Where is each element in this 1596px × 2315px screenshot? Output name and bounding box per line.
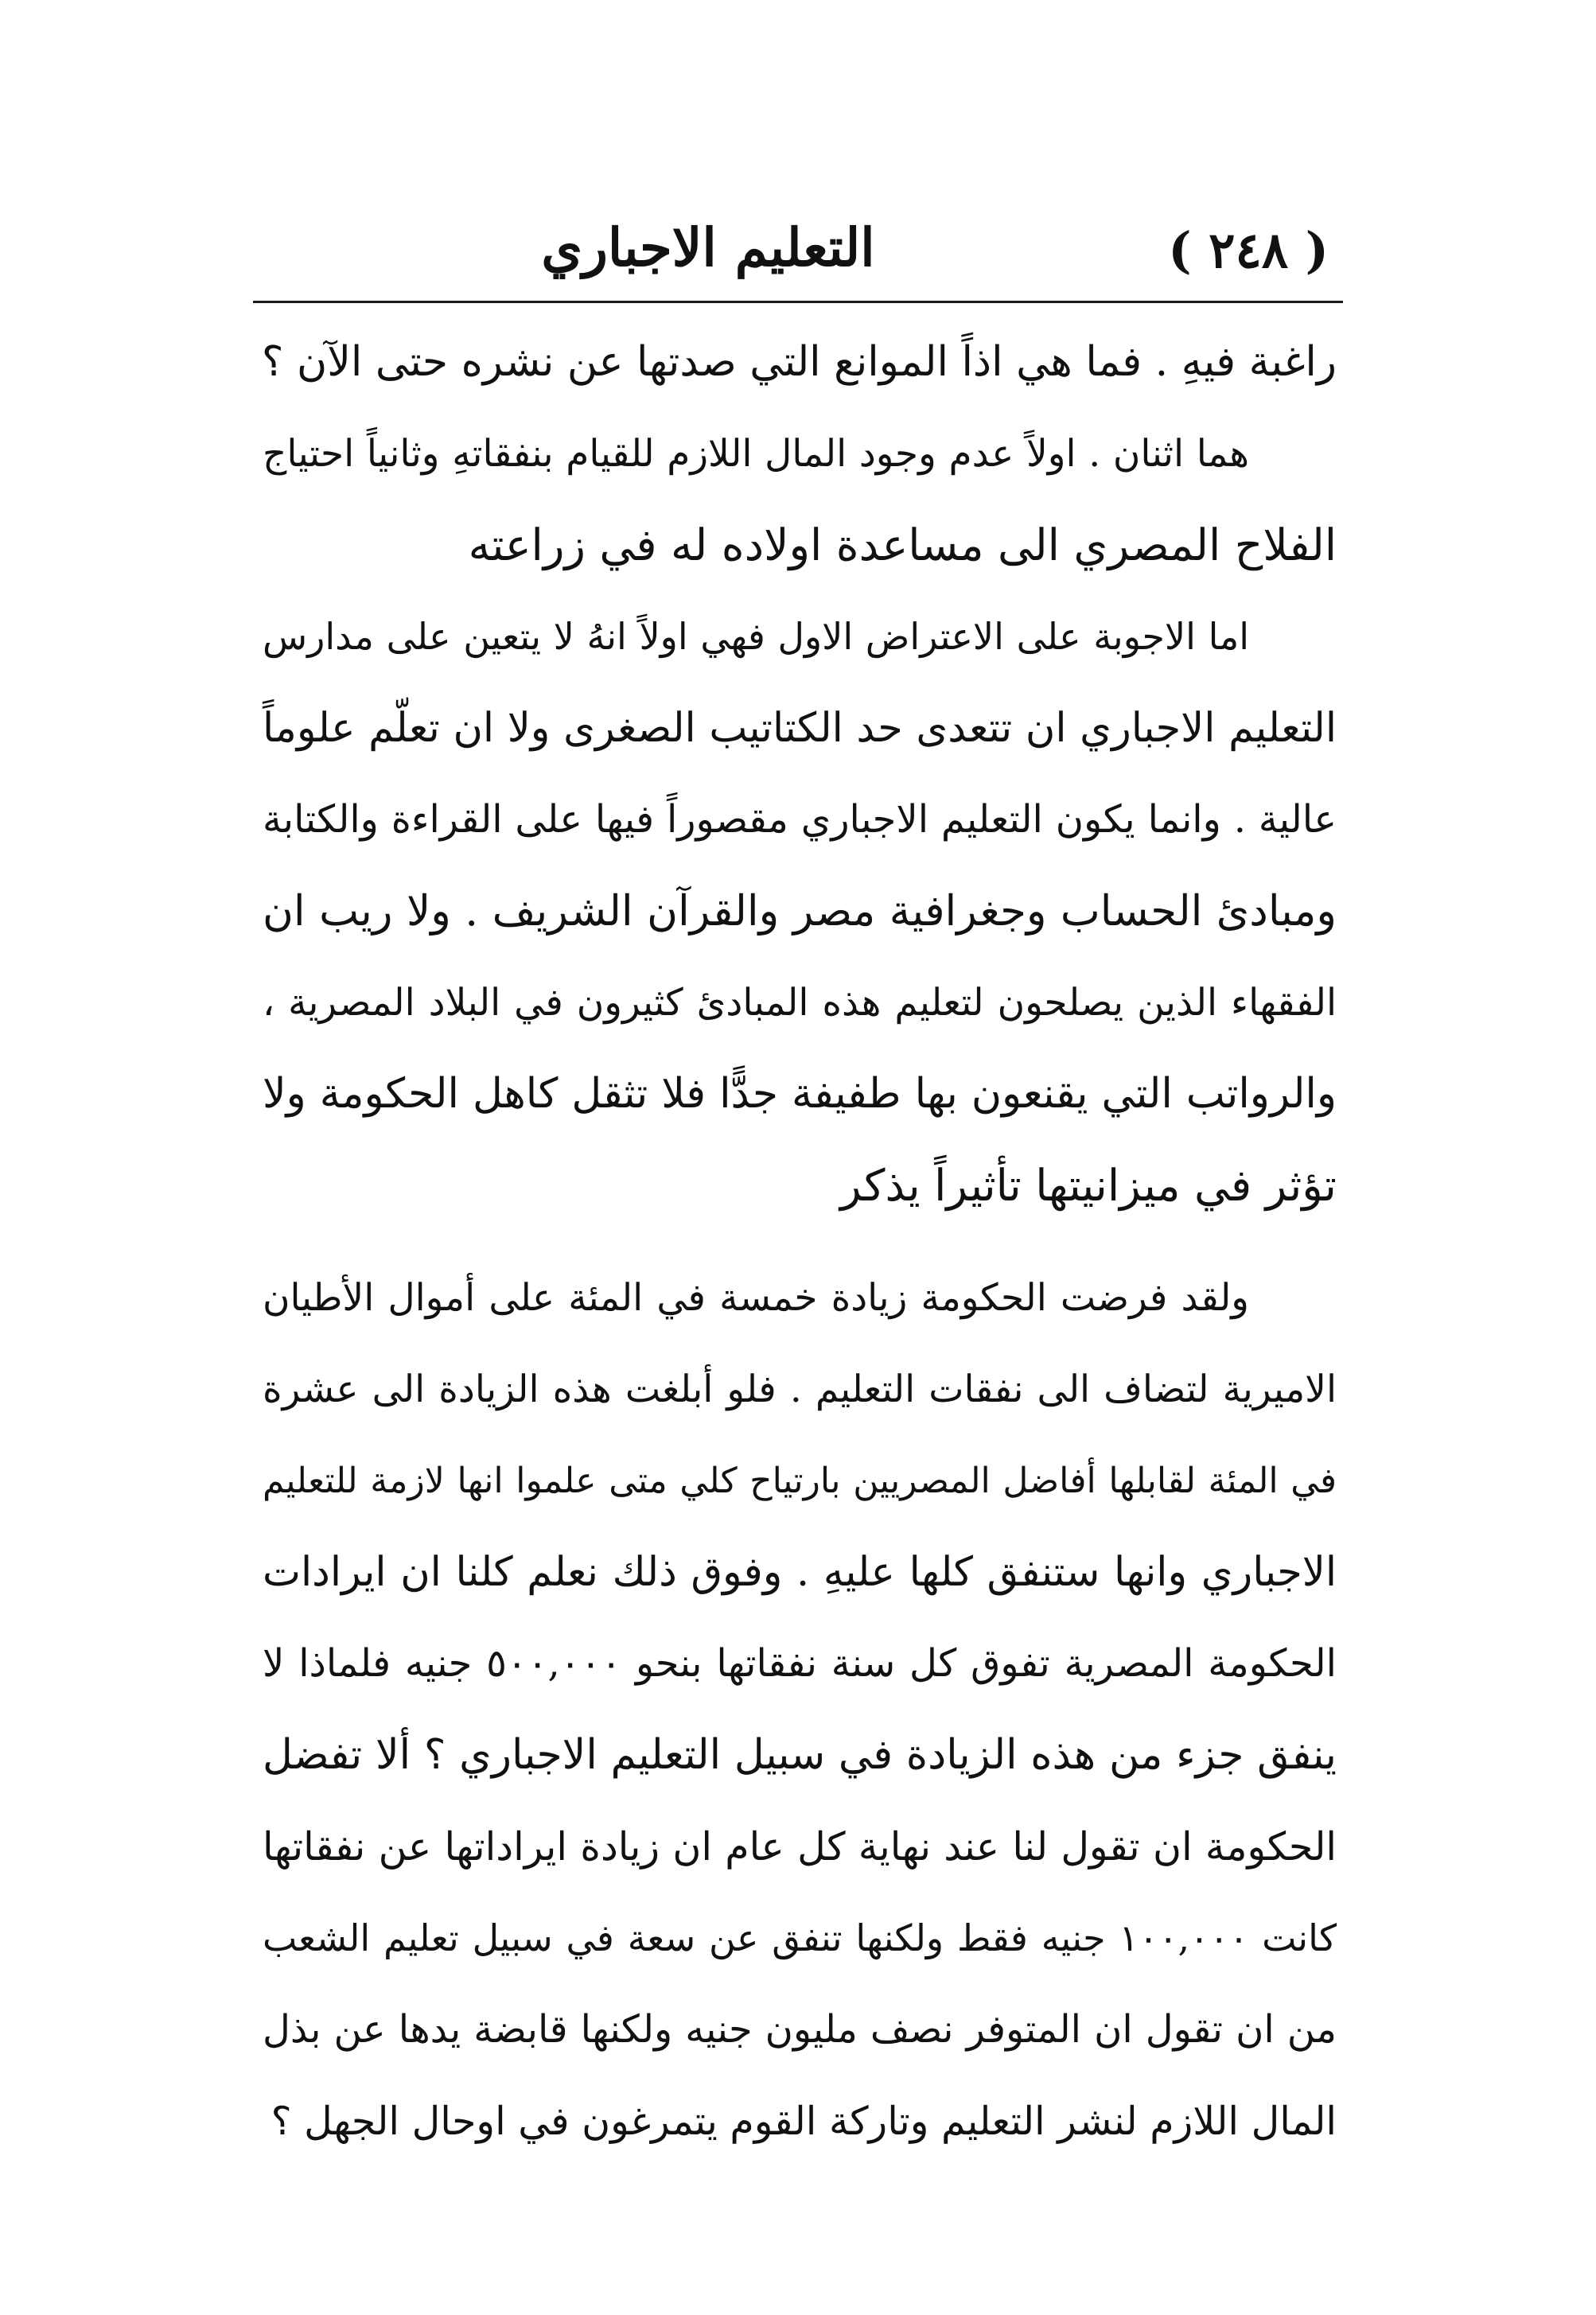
text-line: التعليم الاجباري ان تتعدى حد الكتاتيب الصغرى ولا ان تعلّم علوماً — [263, 705, 1337, 752]
body-text — [263, 317, 1337, 2167]
text-line: الاجباري وانها ستنفق كلها عليهِ . وفوق ذلك نعلم كلنا ان ايرادات — [263, 1549, 1337, 1596]
running-head — [263, 216, 1337, 304]
text-line: ولقد فرضت الحكومة زيادة خمسة في المئة على أموال الأطيان — [263, 1276, 1249, 1320]
text-line: والرواتب التي يقنعون بها طفيفة جدًّا فلا تثقل كاهل الحكومة ولا — [263, 1070, 1337, 1118]
text-line: في المئة لقابلها أفاضل المصريين بارتياح كلي متى علموا انها لازمة للتعليم — [263, 1461, 1337, 1501]
text-line: تؤثر في ميزانيتها تأثيراً يذكر — [839, 1160, 1337, 1211]
header-rule — [253, 301, 1343, 303]
paragraph-gap — [263, 1231, 1337, 1252]
text-line: اما الاجوبة على الاعتراض الاول فهي اولاً انهُ لا يتعين على مدارس — [263, 615, 1249, 658]
text-line: راغبة فيهِ . فما هي اذاً الموانع التي صدتها عن نشره حتى الآن ؟ — [261, 338, 1337, 386]
text-line: ينفق جزء من هذه الزيادة في سبيل التعليم الاجباري ؟ ألا تفضل — [263, 1731, 1337, 1779]
text-line: ومبادئ الحساب وجغرافية مصر والقرآن الشريف . ولا ريب ان — [263, 887, 1337, 936]
text-line: المال اللازم لنشر التعليم وتاركة القوم يتمرغون في اوحال الجهل ؟ — [271, 2099, 1337, 2144]
text-line: كانت ١٠٠,٠٠٠ جنيه فقط ولكنها تنفق عن سعة في سبيل تعليم الشعب — [263, 1916, 1337, 1959]
text-line: من ان تقول ان المتوفر نصف مليون جنيه ولكنها قابضة يدها عن بذل — [263, 2007, 1337, 2052]
text-line: الاميرية لتضاف الى نفقات التعليم . فلو أبلغت هذه الزيادة الى عشرة — [263, 1368, 1337, 1411]
running-title: التعليم الاجباري — [541, 216, 875, 278]
text-line: الفلاح المصري الى مساعدة اولاده له في زراعته — [468, 519, 1337, 570]
page-number: ( ٢٤٨ ) — [1168, 221, 1329, 279]
text-line: الحكومة المصرية تفوق كل سنة نفقاتها بنحو ٥٠٠,٠٠٠ جنيه فلماذا لا — [263, 1641, 1337, 1686]
text-line: الحكومة ان تقول لنا عند نهاية كل عام ان زيادة ايراداتها عن نفقاتها — [263, 1824, 1337, 1870]
text-line: الفقهاء الذين يصلحون لتعليم هذه المبادئ كثيرون في البلاد المصرية ، — [263, 981, 1337, 1025]
text-line: عالية . وانما يكون التعليم الاجباري مقصوراً فيها على القراءة والكتابة — [263, 797, 1337, 842]
text-line: هما اثنان . اولاً عدم وجود المال اللازم للقيام بنفقاتهِ وثانياً احتياج — [263, 432, 1249, 476]
